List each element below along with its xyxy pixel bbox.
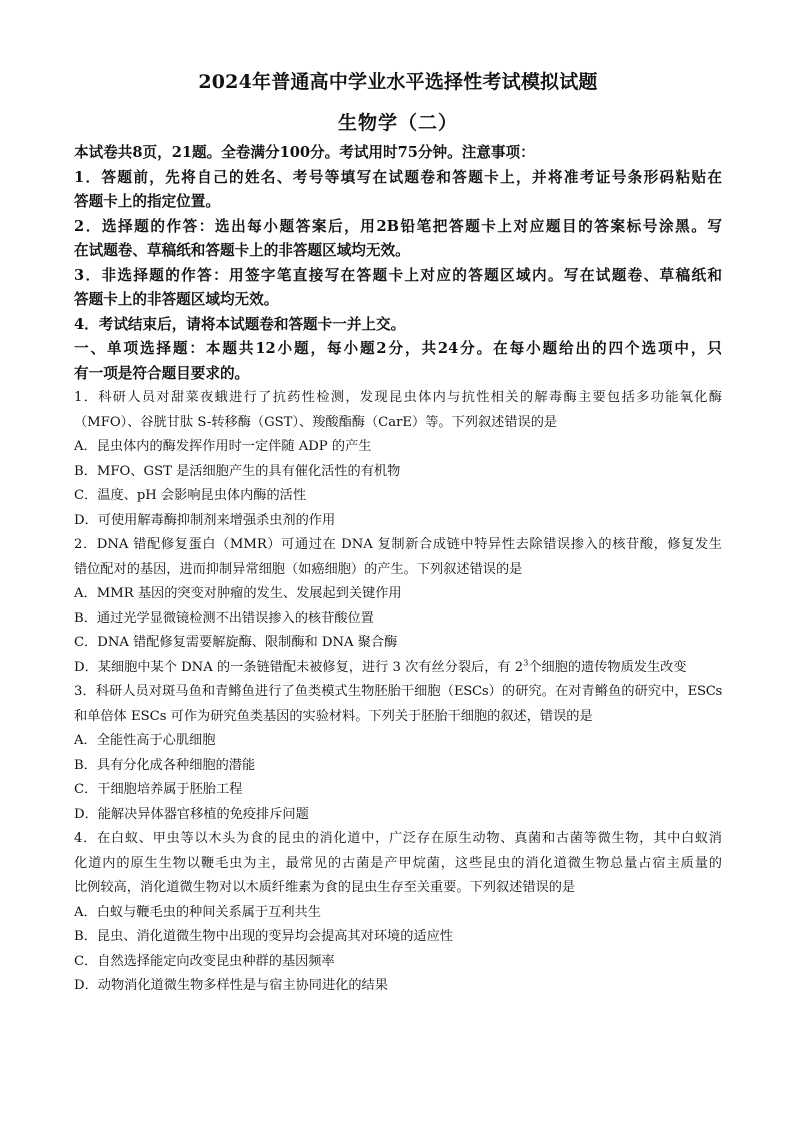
question-3-option-c: C．干细胞培养属于胚胎工程 [74, 782, 243, 797]
instruction-2-line-1: 2．选择题的作答：选出每小题答案后，用2B铅笔把答题卡上对应题目的答案标号涂黑。写 [74, 217, 722, 235]
question-3-stem-line-2: 和单倍体 ESCs 可作为研究鱼类基因的实验材料。下列关于胚胎干细胞的叙述，错误的是 [74, 708, 593, 724]
question-1-stem-line-2: （MFO）、谷胱甘肽 S-转移酶（GST）、羧酸酯酶（CarE）等。下列叙述错误的是 [74, 414, 558, 430]
instruction-1-line-2: 答题卡上的指定位置。 [74, 193, 220, 210]
question-3 [74, 680, 722, 827]
question-4-option-a: A．白蚁与鞭毛虫的种间关系属于互利共生 [74, 904, 321, 920]
instruction-2-line-2: 在试题卷、草稿纸和答题卡上的非答题区域均无效。 [74, 242, 410, 259]
question-4-stem-line-2: 化道内的原生生物以鞭毛虫为主，最常见的古菌是产甲烷菌，这些昆虫的消化道微生物总量占宿主质量的 [74, 855, 722, 871]
question-4 [74, 827, 722, 999]
instruction-4: 4．考试结束后，请将本试题卷和答题卡一并上交。 [74, 315, 406, 333]
question-1-stem-line-1: 1．科研人员对甜菜夜蛾进行了抗药性检测，发现昆虫体内与抗性相关的解毒酶主要包括多功能氧化酶 [74, 390, 722, 405]
exam-page [74, 68, 722, 999]
question-2-option-d-text: D．某细胞中某个 DNA 的一条链错配未被修复，进行 3 次有丝分裂后，有 2 [74, 659, 524, 675]
question-1-option-c: C．温度、pH 会影响昆虫体内酶的活性 [74, 488, 307, 503]
question-2-option-d-exponent: 3 [523, 658, 529, 668]
exam-title: 2024年普通高中学业水平选择性考试模拟试题 [198, 71, 598, 93]
question-2-option-a: A．MMR 基因的突变对肿瘤的发生、发展起到关键作用 [74, 586, 402, 601]
question-2-stem-line-1: 2．DNA 错配修复蛋白（MMR）可通过在 DNA 复制新合成链中特异性去除错误掺入的核苷酸，修复发生 [74, 537, 722, 552]
instruction-1-line-1: 1．答题前，先将自己的姓名、考号等填写在试题卷和答题卡上，并将准考证号条形码粘贴在 [74, 168, 722, 186]
instruction-3-line-1: 3．非选择题的作答：用签字笔直接写在答题卡上对应的答题区域内。写在试题卷、草稿纸和 [74, 266, 722, 284]
instructions-block [74, 141, 722, 337]
question-3-option-a: A．全能性高于心肌细胞 [74, 733, 216, 748]
section-1-heading-line-2: 有一项是符合题目要求的。 [74, 364, 250, 382]
question-2-stem-line-2: 错位配对的基因，进而抑制异常细胞（如癌细胞）的产生。下列叙述错误的是 [74, 561, 523, 577]
question-4-option-c: C．自然选择能定向改变昆虫种群的基因频率 [74, 953, 335, 969]
exam-subtitle: 生物学（二） [337, 112, 458, 134]
question-3-option-b: B．具有分化成各种细胞的潜能 [74, 757, 256, 773]
question-3-stem-line-1: 3．科研人员对斑马鱼和青鳉鱼进行了鱼类模式生物胚胎干细胞（ESCs）的研究。在对青鳉鱼的研究中，ESCs [74, 684, 722, 699]
question-4-option-d: D．动物消化道微生物多样性是与宿主协同进化的结果 [74, 978, 388, 993]
question-1-option-a: A．昆虫体内的酶发挥作用时一定伴随 ADP 的产生 [74, 439, 372, 454]
question-4-option-b: B．昆虫、消化道微生物中出现的变异均会提高其对环境的适应性 [74, 929, 453, 944]
question-1-option-b: B．MFO、GST 是活细胞产生的具有催化活性的有机物 [74, 463, 401, 479]
instruction-3-line-2: 答题卡上的非答题区域均无效。 [74, 291, 279, 308]
instructions-intro: 本试卷共8页，21题。全卷满分100分。考试用时75分钟。注意事项： [74, 144, 535, 161]
question-2-option-c: C．DNA 错配修复需要解旋酶、限制酶和 DNA 聚合酶 [74, 635, 398, 650]
question-2-option-d-text-end: 个细胞的遗传物质发生改变 [528, 659, 687, 675]
question-3-option-d: D．能解决异体器官移植的免疫排斥问题 [74, 806, 309, 822]
question-4-stem-line-1: 4．在白蚁、甲虫等以木头为食的昆虫的消化道中，广泛存在原生动物、真菌和古菌等微生物，其中白蚁消 [74, 831, 722, 846]
question-4-stem-line-3: 比例较高，消化道微生物对以木质纤维素为食的昆虫生存至关重要。下列叙述错误的是 [74, 880, 576, 895]
question-2-option-d [74, 656, 722, 681]
section-1-heading-line-1: 一、单项选择题：本题共12小题，每小题2分，共24分。在每小题给出的四个选项中，只 [74, 340, 722, 357]
question-1 [74, 386, 722, 533]
question-2 [74, 533, 722, 680]
question-2-option-b: B．通过光学显微镜检测不出错误掺入的核苷酸位置 [74, 610, 374, 626]
question-1-option-d: D．可使用解毒酶抑制剂来增强杀虫剂的作用 [74, 512, 336, 528]
section-1-heading [74, 337, 722, 386]
